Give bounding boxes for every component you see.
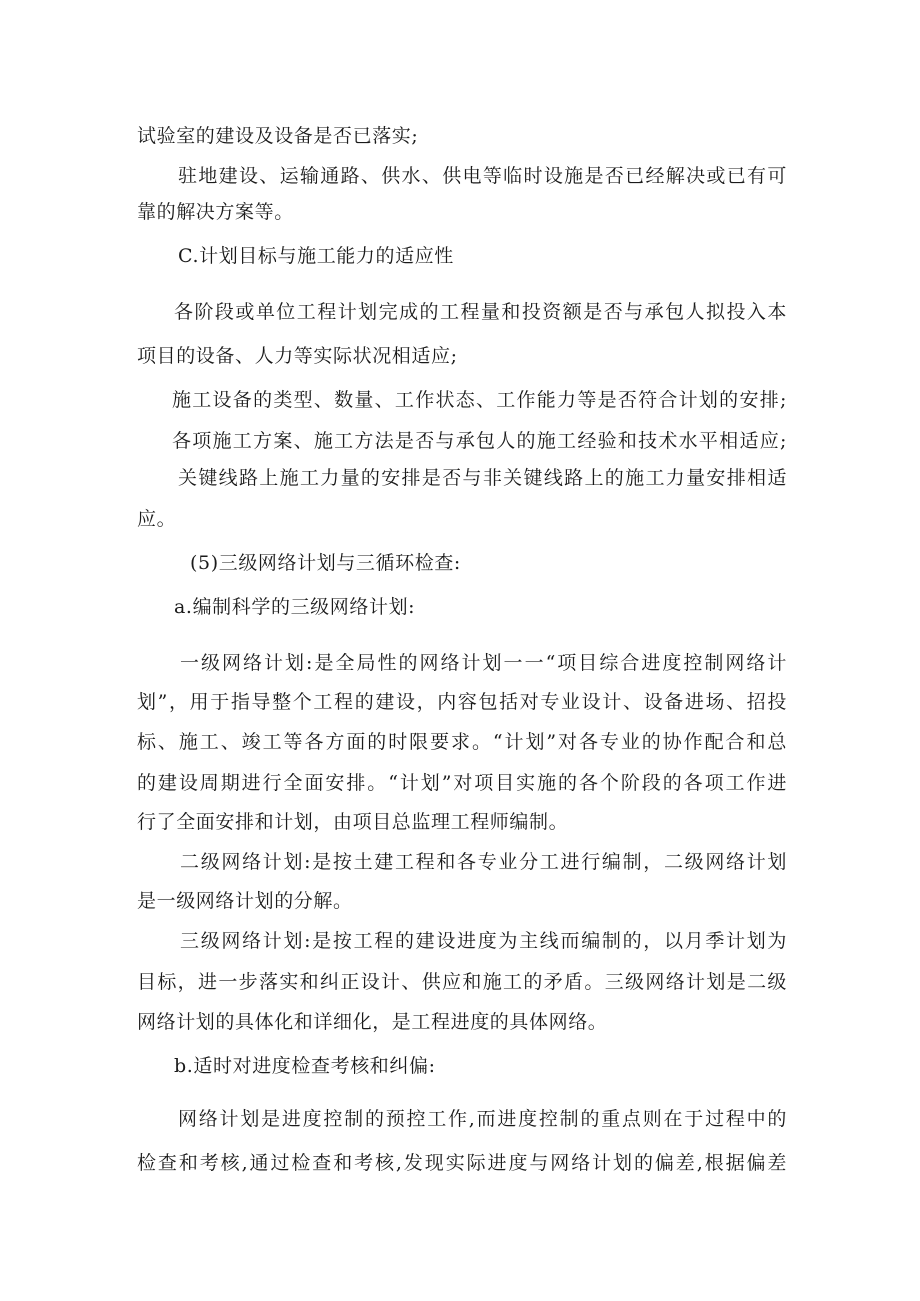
text-line: 一级网络计划:是全局性的网络计划一一“项目综合进度控制网络计 xyxy=(180,652,787,674)
text-line: 是一级网络计划的分解。 xyxy=(137,890,353,912)
text-line: 驻地建设、运输通路、供水、供电等临时设施是否已经解决或已有可 xyxy=(178,165,787,187)
text-line: 目标，进一步落实和纠正设计、供应和施工的矛盾。三级网络计划是二级 xyxy=(137,971,787,993)
text-line: 行了全面安排和计划，由项目总监理工程师编制。 xyxy=(137,811,569,833)
text-line: 试验室的建设及设备是否已落实; xyxy=(137,125,419,147)
text-line: 标、施工、竣工等各方面的时限要求。“计划”对各专业的协作配合和总 xyxy=(137,731,787,753)
section-heading: a.编制科学的三级网络计划: xyxy=(174,596,416,618)
text-line: 关键线路上施工力量的安排是否与非关键线路上的施工力量安排相适 xyxy=(178,467,787,489)
text-line: 划”，用于指导整个工程的建设，内容包括对专业设计、设备进场、招投 xyxy=(137,691,787,713)
text-line: 网络计划的具体化和详细化，是工程进度的具体网络。 xyxy=(137,1011,608,1033)
text-line: 的建设周期进行全面安排。“计划”对项目实施的各个阶段的各项工作进 xyxy=(137,772,787,794)
text-line: 靠的解决方案等。 xyxy=(137,201,294,223)
text-line: 应。 xyxy=(137,508,177,530)
text-line: 项目的设备、人力等实际状况相适应; xyxy=(137,345,458,367)
text-line: 三级网络计划:是按工程的建设进度为主线而编制的，以月季计划为 xyxy=(180,930,787,952)
text-line: 网络计划是进度控制的预控工作,而进度控制的重点则在于过程中的 xyxy=(178,1108,787,1130)
section-heading: C.计划目标与施工能力的适应性 xyxy=(178,245,454,267)
section-heading: b.适时对进度检查考核和纠偏: xyxy=(174,1055,436,1077)
text-line: 各阶段或单位工程计划完成的工程量和投资额是否与承包人拟投入本 xyxy=(174,301,787,323)
text-line: 施工设备的类型、数量、工作状态、工作能力等是否符合计划的安排; xyxy=(172,389,787,411)
text-line: 各项施工方案、施工方法是否与承包人的施工经验和技术水平相适应; xyxy=(172,430,787,452)
text-line: 检查和考核,通过检查和考核,发现实际进度与网络计划的偏差,根据偏差 xyxy=(137,1152,787,1174)
text-line: 二级网络计划:是按土建工程和各专业分工进行编制，二级网络计划 xyxy=(180,851,787,873)
section-heading: (5)三级网络计划与三循环检查: xyxy=(190,552,461,574)
